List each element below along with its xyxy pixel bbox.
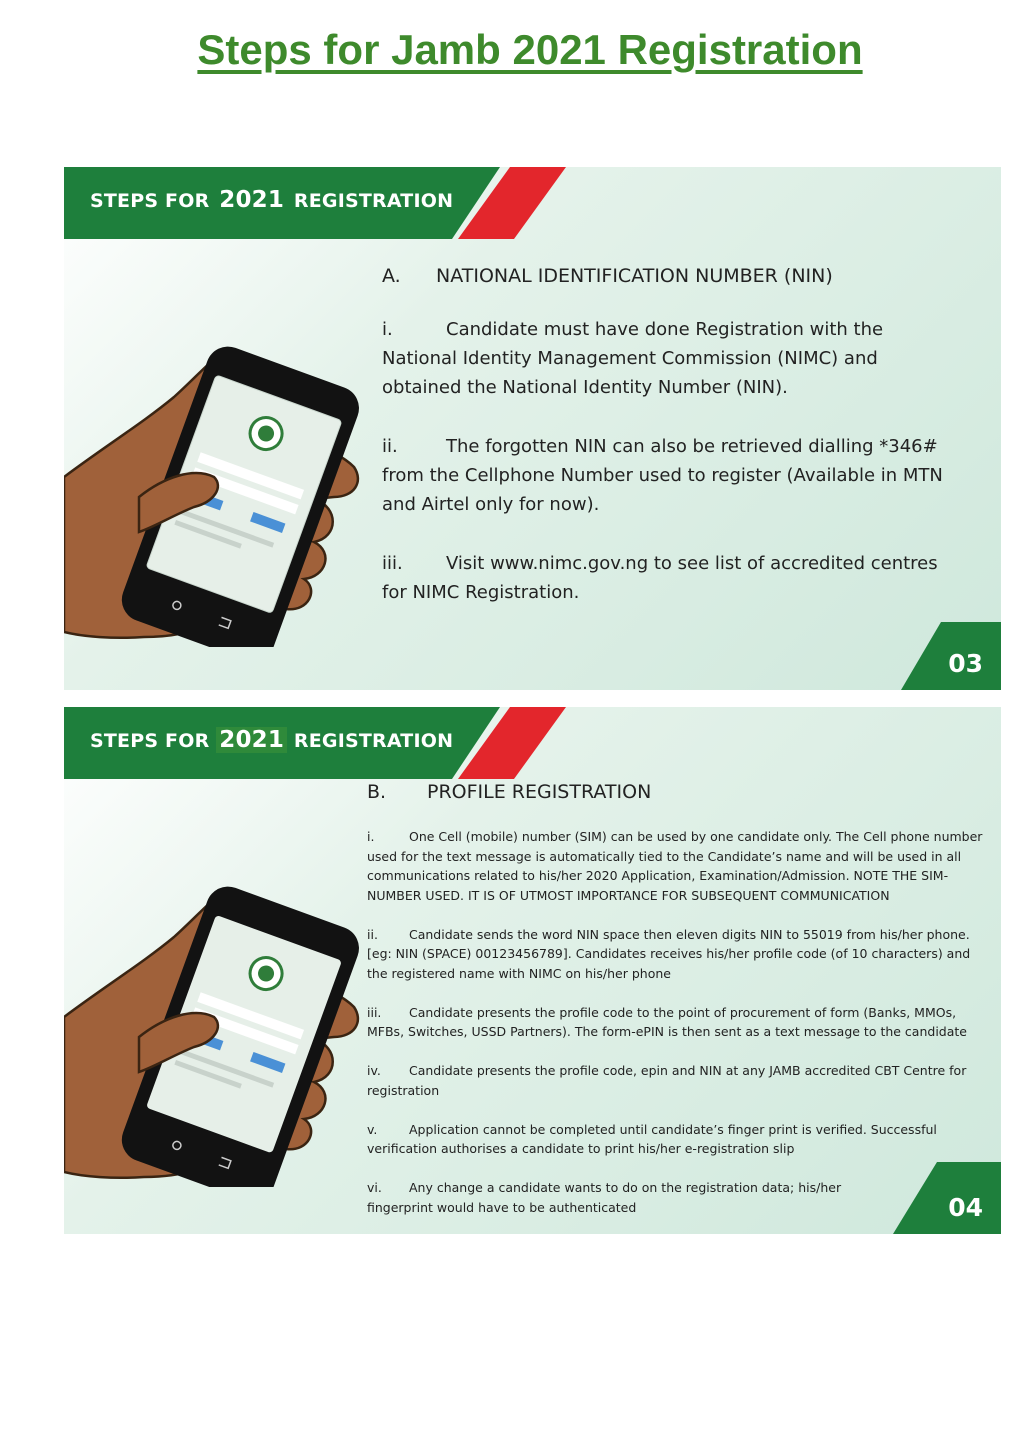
list-item	[367, 1003, 989, 1042]
item-marker: iv.	[367, 1063, 381, 1078]
banner-year: 2021	[219, 187, 285, 213]
section-title: NATIONAL IDENTIFICATION NUMBER (NIN)	[436, 265, 833, 287]
banner-prefix: STEPS FOR	[90, 190, 210, 212]
banner-prefix: STEPS FOR	[90, 730, 210, 752]
slide-profile-registration	[64, 707, 1001, 1234]
hand-holding-phone-illustration	[64, 327, 364, 647]
item-text: The forgotten NIN can also be retrieved dialling *346# from the Cellphone Number used to register (Available in MTN and Airtel only for now).	[382, 436, 943, 515]
list-item	[382, 432, 952, 519]
item-marker: iii.	[382, 553, 403, 574]
item-text: Any change a candidate wants to do on the registration data; his/her fingerprint would have to be authenticated	[367, 1180, 842, 1215]
item-marker: iii.	[367, 1004, 382, 1020]
section-marker: B.	[367, 781, 387, 803]
item-text: Candidate must have done Registration with the National Identity Management Commission (NIMC) and obtained the National Identity Number (NIN).	[382, 319, 884, 398]
list-item	[367, 1061, 989, 1100]
slide-number: 03	[948, 649, 983, 678]
banner-suffix: REGISTRATION	[293, 730, 454, 752]
banner-suffix: REGISTRATION	[293, 190, 454, 212]
section-title: PROFILE REGISTRATION	[427, 781, 652, 803]
item-marker: ii.	[382, 436, 398, 457]
item-text: Visit www.nimc.gov.ng to see list of accredited centres for NIMC Registration.	[382, 553, 938, 603]
item-text: Candidate presents the profile code to the point of procurement of form (Banks, MMOs, MFBs, Switches, USSD Partners). The form-ePIN is then sent as a text message to the candidate	[367, 1004, 967, 1039]
list-item	[382, 315, 952, 402]
item-text: Application cannot be completed until candidate’s finger print is verified. Successful verification authorises a candidate to print his/her e-registration slip	[367, 1121, 937, 1156]
slide-number-corner	[893, 1162, 1001, 1234]
section-heading	[367, 781, 989, 803]
nin-section	[382, 265, 952, 637]
item-marker: i.	[382, 319, 393, 340]
item-text: One Cell (mobile) number (SIM) can be used by one candidate only. The Cell phone number used for the text message is automatically tied to the Candidate’s name and will be used in all communications related to his/her 2020 Application, Examination/Admission. NOTE THE SIM-NUMBER USED. IT IS OF UTMOST IMPORTANCE FOR SUBSEQUENT COMMUNICATION	[367, 829, 983, 903]
item-marker: i.	[367, 829, 375, 844]
list-item	[382, 549, 952, 607]
hand-holding-phone-illustration	[64, 867, 364, 1187]
page-title: Steps for Jamb 2021 Registration	[197, 26, 863, 73]
slide-number: 04	[948, 1193, 983, 1222]
item-marker: vi.	[367, 1180, 382, 1195]
list-item	[367, 827, 989, 905]
slide-nin	[64, 167, 1001, 690]
item-marker: ii.	[367, 926, 378, 942]
item-text: Candidate sends the word NIN space then eleven digits NIN to 55019 from his/her phone. [eg: NIN (SPACE) 00123456789]. Candidates receives his/her profile code (of 10 characters) and the registered name with NIMC on his/her phone	[367, 926, 971, 981]
banner-year: 2021	[216, 727, 287, 753]
section-marker: A.	[382, 265, 401, 287]
list-item	[367, 1120, 989, 1159]
item-text: Candidate presents the profile code, epin and NIN at any JAMB accredited CBT Centre for registration	[367, 1063, 967, 1098]
item-marker: v.	[367, 1121, 378, 1137]
section-heading	[382, 265, 952, 287]
list-item	[367, 925, 989, 984]
banner-title	[90, 727, 453, 753]
list-item	[367, 1178, 867, 1217]
banner-title	[90, 187, 453, 213]
